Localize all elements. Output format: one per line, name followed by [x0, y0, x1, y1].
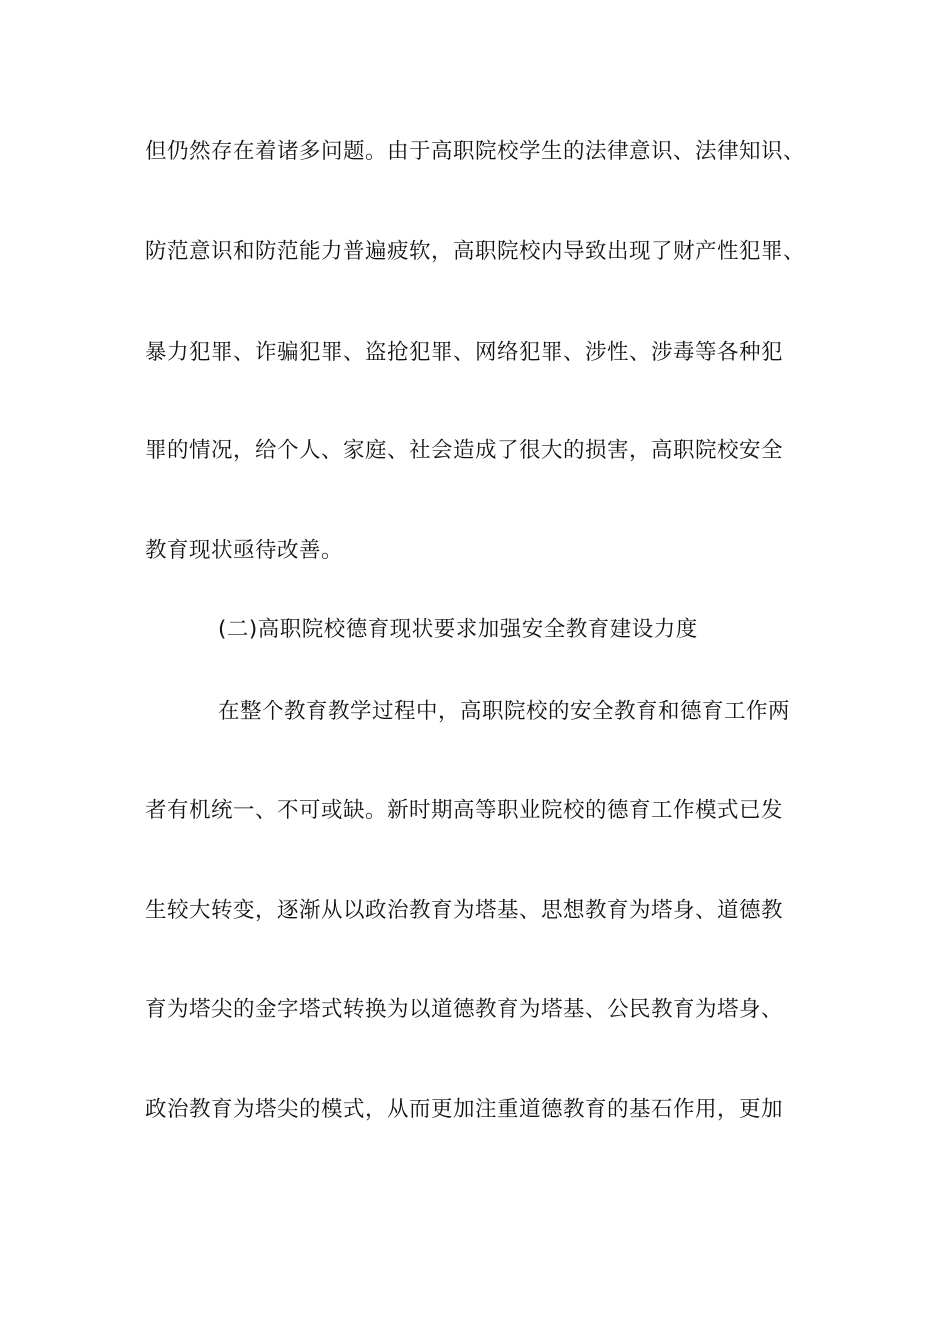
- paragraph-1-line-5: 教育现状亟待改善。: [145, 538, 344, 563]
- paragraph-2-line-2: 者有机统一、不可或缺。新时期高等职业院校的德育工作模式已发: [145, 798, 784, 823]
- paragraph-1-line-3: 暴力犯罪、诈骗犯罪、盗抢犯罪、网络犯罪、涉性、涉毒等各种犯: [145, 340, 784, 365]
- paragraph-2-line-5: 政治教育为塔尖的模式，从而更加注重道德教育的基石作用，更加: [145, 1097, 784, 1122]
- paragraph-2-line-4: 育为塔尖的金字塔式转换为以道德教育为塔基、公民教育为塔身、: [145, 997, 784, 1022]
- paragraph-1-line-4: 罪的情况，给个人、家庭、社会造成了很大的损害，高职院校安全: [145, 438, 784, 463]
- paragraph-1-line-1: 但仍然存在着诸多问题。由于高职院校学生的法律意识、法律知识、: [145, 139, 806, 164]
- section-heading: (二)高职院校德育现状要求加强安全教育建设力度: [218, 617, 698, 642]
- paragraph-2-line-1: 在整个教育教学过程中，高职院校的安全教育和德育工作两: [218, 699, 791, 724]
- paragraph-2-line-3: 生较大转变，逐渐从以政治教育为塔基、思想教育为塔身、道德教: [145, 898, 784, 923]
- paragraph-1-line-2: 防范意识和防范能力普遍疲软，高职院校内导致出现了财产性犯罪、: [145, 239, 806, 264]
